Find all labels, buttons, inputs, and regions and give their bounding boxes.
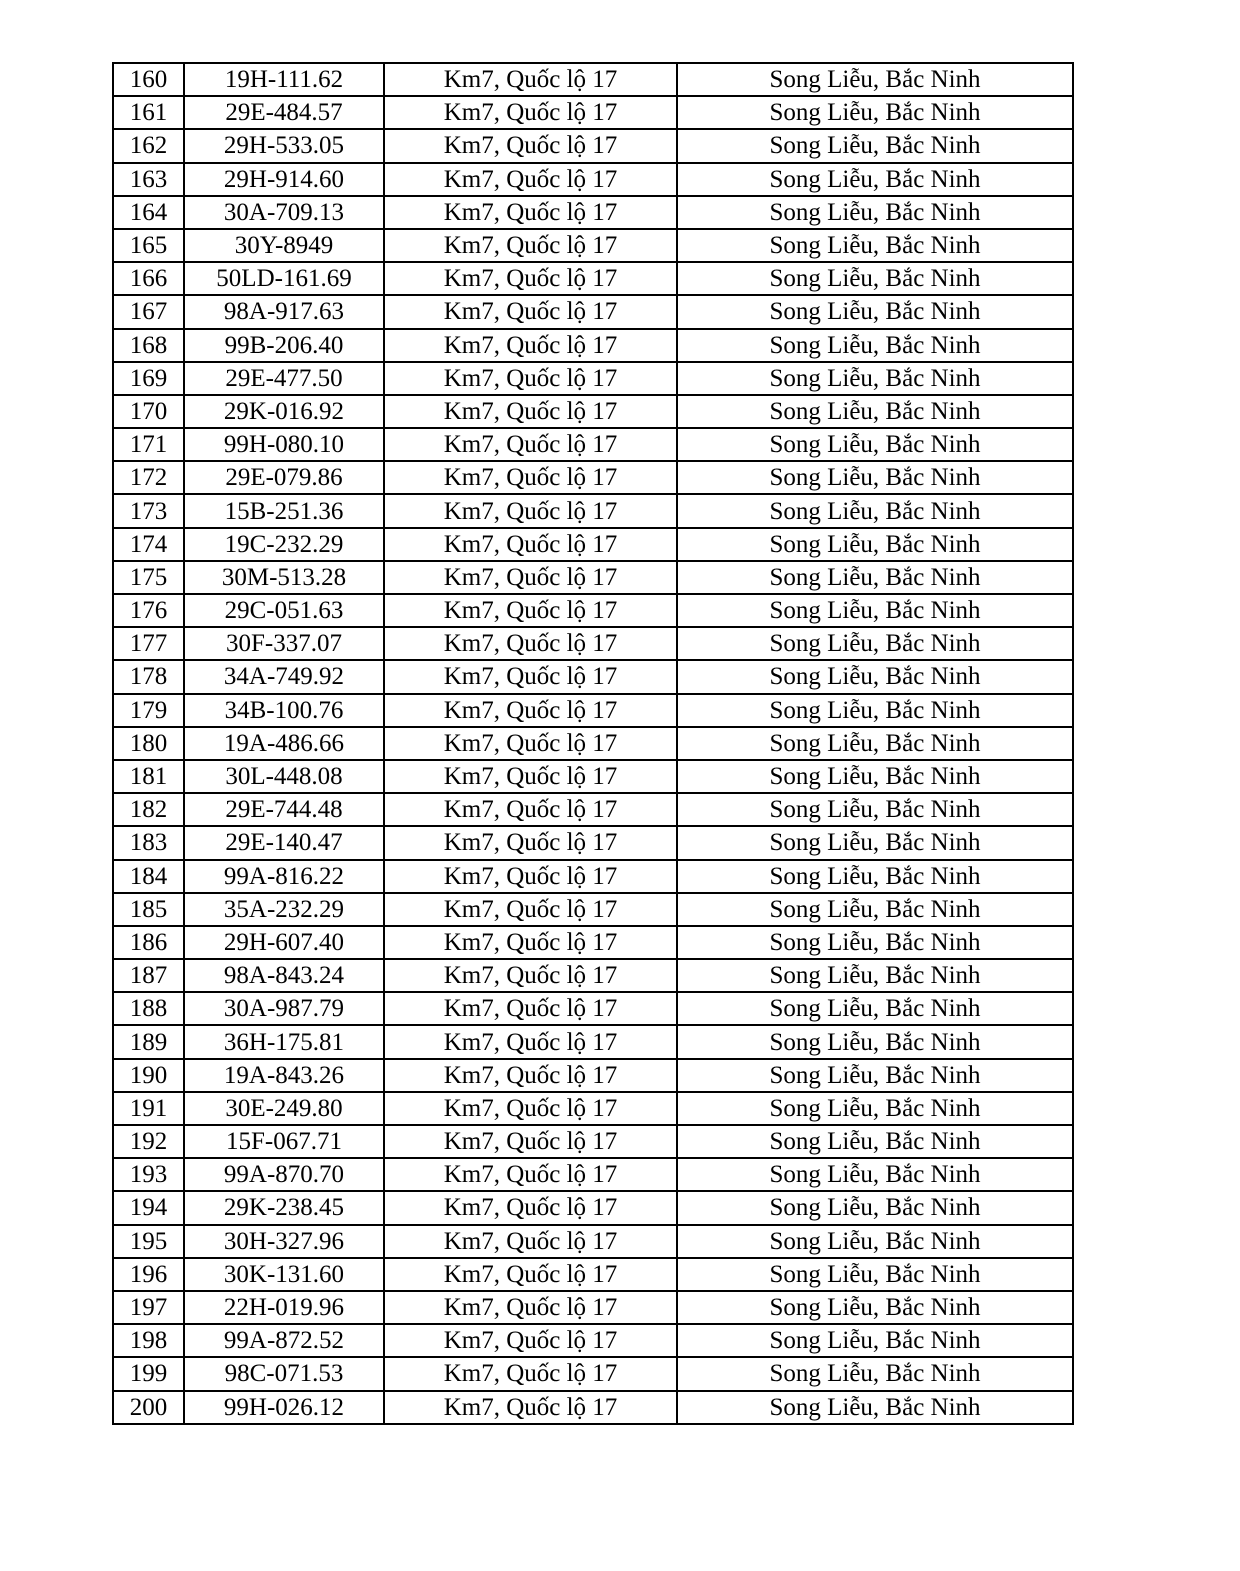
table-row [113, 196, 1073, 229]
location-cell: Km7, Quốc lộ 17 [384, 1291, 677, 1324]
unit-cell: Song Liễu, Bắc Ninh [677, 1324, 1073, 1357]
unit-cell: Song Liễu, Bắc Ninh [677, 1059, 1073, 1092]
location-cell: Km7, Quốc lộ 17 [384, 826, 677, 859]
unit-cell: Song Liễu, Bắc Ninh [677, 1125, 1073, 1158]
unit-cell: Song Liễu, Bắc Ninh [677, 1191, 1073, 1224]
location-cell: Km7, Quốc lộ 17 [384, 860, 677, 893]
unit-cell: Song Liễu, Bắc Ninh [677, 461, 1073, 494]
license-plate-cell: 30H-327.96 [184, 1225, 384, 1258]
table-row [113, 694, 1073, 727]
unit-cell: Song Liễu, Bắc Ninh [677, 229, 1073, 262]
location-cell: Km7, Quốc lộ 17 [384, 893, 677, 926]
license-plate-cell: 29H-533.05 [184, 129, 384, 162]
license-plate-cell: 29K-238.45 [184, 1191, 384, 1224]
table-row [113, 959, 1073, 992]
license-plate-cell: 50LD-161.69 [184, 262, 384, 295]
row-number-cell: 177 [113, 627, 184, 660]
location-cell: Km7, Quốc lộ 17 [384, 926, 677, 959]
row-number-cell: 185 [113, 893, 184, 926]
row-number-cell: 171 [113, 428, 184, 461]
location-cell: Km7, Quốc lộ 17 [384, 163, 677, 196]
table-row [113, 727, 1073, 760]
table-row [113, 1025, 1073, 1058]
location-cell: Km7, Quốc lộ 17 [384, 129, 677, 162]
row-number-cell: 172 [113, 461, 184, 494]
location-cell: Km7, Quốc lộ 17 [384, 1092, 677, 1125]
row-number-cell: 163 [113, 163, 184, 196]
location-cell: Km7, Quốc lộ 17 [384, 262, 677, 295]
license-plate-cell: 29E-477.50 [184, 362, 384, 395]
table-row [113, 627, 1073, 660]
unit-cell: Song Liễu, Bắc Ninh [677, 826, 1073, 859]
row-number-cell: 179 [113, 694, 184, 727]
unit-cell: Song Liễu, Bắc Ninh [677, 1025, 1073, 1058]
unit-cell: Song Liễu, Bắc Ninh [677, 428, 1073, 461]
license-plate-cell: 29E-079.86 [184, 461, 384, 494]
row-number-cell: 184 [113, 860, 184, 893]
unit-cell: Song Liễu, Bắc Ninh [677, 96, 1073, 129]
license-plate-cell: 98A-917.63 [184, 295, 384, 328]
row-number-cell: 174 [113, 528, 184, 561]
unit-cell: Song Liễu, Bắc Ninh [677, 760, 1073, 793]
license-plate-cell: 30L-448.08 [184, 760, 384, 793]
table-row [113, 1225, 1073, 1258]
unit-cell: Song Liễu, Bắc Ninh [677, 992, 1073, 1025]
license-plate-cell: 30E-249.80 [184, 1092, 384, 1125]
row-number-cell: 168 [113, 329, 184, 362]
location-cell: Km7, Quốc lộ 17 [384, 627, 677, 660]
table-row [113, 129, 1073, 162]
location-cell: Km7, Quốc lộ 17 [384, 196, 677, 229]
location-cell: Km7, Quốc lộ 17 [384, 329, 677, 362]
row-number-cell: 160 [113, 63, 184, 96]
location-cell: Km7, Quốc lộ 17 [384, 1025, 677, 1058]
row-number-cell: 187 [113, 959, 184, 992]
unit-cell: Song Liễu, Bắc Ninh [677, 926, 1073, 959]
table-row [113, 494, 1073, 527]
unit-cell: Song Liễu, Bắc Ninh [677, 362, 1073, 395]
row-number-cell: 190 [113, 1059, 184, 1092]
table-row [113, 1125, 1073, 1158]
row-number-cell: 162 [113, 129, 184, 162]
location-cell: Km7, Quốc lộ 17 [384, 1258, 677, 1291]
location-cell: Km7, Quốc lộ 17 [384, 494, 677, 527]
location-cell: Km7, Quốc lộ 17 [384, 96, 677, 129]
row-number-cell: 191 [113, 1092, 184, 1125]
table-row [113, 262, 1073, 295]
location-cell: Km7, Quốc lộ 17 [384, 395, 677, 428]
location-cell: Km7, Quốc lộ 17 [384, 461, 677, 494]
table-row [113, 229, 1073, 262]
unit-cell: Song Liễu, Bắc Ninh [677, 329, 1073, 362]
row-number-cell: 200 [113, 1391, 184, 1424]
license-plate-cell: 35A-232.29 [184, 893, 384, 926]
location-cell: Km7, Quốc lộ 17 [384, 1191, 677, 1224]
location-cell: Km7, Quốc lộ 17 [384, 528, 677, 561]
table-row [113, 461, 1073, 494]
row-number-cell: 167 [113, 295, 184, 328]
license-plate-cell: 30M-513.28 [184, 561, 384, 594]
license-plate-cell: 29K-016.92 [184, 395, 384, 428]
vehicle-list-table [112, 62, 1074, 1425]
license-plate-cell: 29H-607.40 [184, 926, 384, 959]
location-cell: Km7, Quốc lộ 17 [384, 1391, 677, 1424]
unit-cell: Song Liễu, Bắc Ninh [677, 63, 1073, 96]
table-row [113, 860, 1073, 893]
table-row [113, 760, 1073, 793]
license-plate-cell: 98A-843.24 [184, 959, 384, 992]
license-plate-cell: 99H-026.12 [184, 1391, 384, 1424]
row-number-cell: 189 [113, 1025, 184, 1058]
location-cell: Km7, Quốc lộ 17 [384, 594, 677, 627]
table-row [113, 1059, 1073, 1092]
row-number-cell: 196 [113, 1258, 184, 1291]
row-number-cell: 178 [113, 660, 184, 693]
unit-cell: Song Liễu, Bắc Ninh [677, 1158, 1073, 1191]
table-row [113, 63, 1073, 96]
row-number-cell: 183 [113, 826, 184, 859]
table-row [113, 1191, 1073, 1224]
license-plate-cell: 30F-337.07 [184, 627, 384, 660]
license-plate-cell: 29H-914.60 [184, 163, 384, 196]
license-plate-cell: 30A-709.13 [184, 196, 384, 229]
location-cell: Km7, Quốc lộ 17 [384, 428, 677, 461]
table-row [113, 793, 1073, 826]
location-cell: Km7, Quốc lộ 17 [384, 1357, 677, 1390]
unit-cell: Song Liễu, Bắc Ninh [677, 1391, 1073, 1424]
license-plate-cell: 19A-486.66 [184, 727, 384, 760]
table-row [113, 1158, 1073, 1191]
row-number-cell: 169 [113, 362, 184, 395]
unit-cell: Song Liễu, Bắc Ninh [677, 860, 1073, 893]
row-number-cell: 181 [113, 760, 184, 793]
row-number-cell: 180 [113, 727, 184, 760]
license-plate-cell: 99A-872.52 [184, 1324, 384, 1357]
license-plate-cell: 29C-051.63 [184, 594, 384, 627]
table-row [113, 1258, 1073, 1291]
unit-cell: Song Liễu, Bắc Ninh [677, 959, 1073, 992]
license-plate-cell: 36H-175.81 [184, 1025, 384, 1058]
unit-cell: Song Liễu, Bắc Ninh [677, 528, 1073, 561]
location-cell: Km7, Quốc lộ 17 [384, 561, 677, 594]
table-row [113, 1324, 1073, 1357]
unit-cell: Song Liễu, Bắc Ninh [677, 594, 1073, 627]
location-cell: Km7, Quốc lộ 17 [384, 727, 677, 760]
unit-cell: Song Liễu, Bắc Ninh [677, 196, 1073, 229]
row-number-cell: 176 [113, 594, 184, 627]
license-plate-cell: 15B-251.36 [184, 494, 384, 527]
unit-cell: Song Liễu, Bắc Ninh [677, 163, 1073, 196]
location-cell: Km7, Quốc lộ 17 [384, 229, 677, 262]
license-plate-cell: 19A-843.26 [184, 1059, 384, 1092]
unit-cell: Song Liễu, Bắc Ninh [677, 727, 1073, 760]
location-cell: Km7, Quốc lộ 17 [384, 1158, 677, 1191]
unit-cell: Song Liễu, Bắc Ninh [677, 1225, 1073, 1258]
row-number-cell: 186 [113, 926, 184, 959]
location-cell: Km7, Quốc lộ 17 [384, 660, 677, 693]
location-cell: Km7, Quốc lộ 17 [384, 760, 677, 793]
row-number-cell: 192 [113, 1125, 184, 1158]
row-number-cell: 161 [113, 96, 184, 129]
row-number-cell: 199 [113, 1357, 184, 1390]
license-plate-cell: 30K-131.60 [184, 1258, 384, 1291]
license-plate-cell: 29E-140.47 [184, 826, 384, 859]
table-row [113, 1357, 1073, 1390]
location-cell: Km7, Quốc lộ 17 [384, 63, 677, 96]
unit-cell: Song Liễu, Bắc Ninh [677, 1258, 1073, 1291]
license-plate-cell: 19C-232.29 [184, 528, 384, 561]
table-row [113, 561, 1073, 594]
unit-cell: Song Liễu, Bắc Ninh [677, 1092, 1073, 1125]
license-plate-cell: 30Y-8949 [184, 229, 384, 262]
location-cell: Km7, Quốc lộ 17 [384, 362, 677, 395]
location-cell: Km7, Quốc lộ 17 [384, 1059, 677, 1092]
row-number-cell: 188 [113, 992, 184, 1025]
table-row [113, 926, 1073, 959]
table-row [113, 1291, 1073, 1324]
table-row [113, 826, 1073, 859]
unit-cell: Song Liễu, Bắc Ninh [677, 1291, 1073, 1324]
row-number-cell: 173 [113, 494, 184, 527]
row-number-cell: 175 [113, 561, 184, 594]
unit-cell: Song Liễu, Bắc Ninh [677, 129, 1073, 162]
location-cell: Km7, Quốc lộ 17 [384, 992, 677, 1025]
license-plate-cell: 34B-100.76 [184, 694, 384, 727]
row-number-cell: 164 [113, 196, 184, 229]
unit-cell: Song Liễu, Bắc Ninh [677, 893, 1073, 926]
row-number-cell: 198 [113, 1324, 184, 1357]
license-plate-cell: 29E-484.57 [184, 96, 384, 129]
table-row [113, 528, 1073, 561]
unit-cell: Song Liễu, Bắc Ninh [677, 262, 1073, 295]
table-row [113, 295, 1073, 328]
license-plate-cell: 99A-816.22 [184, 860, 384, 893]
location-cell: Km7, Quốc lộ 17 [384, 1225, 677, 1258]
location-cell: Km7, Quốc lộ 17 [384, 694, 677, 727]
license-plate-cell: 99A-870.70 [184, 1158, 384, 1191]
table-row [113, 660, 1073, 693]
unit-cell: Song Liễu, Bắc Ninh [677, 494, 1073, 527]
table-row [113, 1391, 1073, 1424]
table-row [113, 428, 1073, 461]
license-plate-cell: 34A-749.92 [184, 660, 384, 693]
unit-cell: Song Liễu, Bắc Ninh [677, 627, 1073, 660]
license-plate-cell: 99B-206.40 [184, 329, 384, 362]
row-number-cell: 195 [113, 1225, 184, 1258]
unit-cell: Song Liễu, Bắc Ninh [677, 1357, 1073, 1390]
table-row [113, 96, 1073, 129]
table-row [113, 362, 1073, 395]
row-number-cell: 165 [113, 229, 184, 262]
unit-cell: Song Liễu, Bắc Ninh [677, 295, 1073, 328]
license-plate-cell: 15F-067.71 [184, 1125, 384, 1158]
location-cell: Km7, Quốc lộ 17 [384, 793, 677, 826]
row-number-cell: 182 [113, 793, 184, 826]
row-number-cell: 194 [113, 1191, 184, 1224]
table-row [113, 893, 1073, 926]
row-number-cell: 197 [113, 1291, 184, 1324]
location-cell: Km7, Quốc lộ 17 [384, 959, 677, 992]
table-row [113, 163, 1073, 196]
location-cell: Km7, Quốc lộ 17 [384, 1324, 677, 1357]
license-plate-cell: 19H-111.62 [184, 63, 384, 96]
unit-cell: Song Liễu, Bắc Ninh [677, 694, 1073, 727]
row-number-cell: 193 [113, 1158, 184, 1191]
unit-cell: Song Liễu, Bắc Ninh [677, 793, 1073, 826]
unit-cell: Song Liễu, Bắc Ninh [677, 395, 1073, 428]
table-row [113, 329, 1073, 362]
unit-cell: Song Liễu, Bắc Ninh [677, 660, 1073, 693]
table-row [113, 1092, 1073, 1125]
license-plate-cell: 29E-744.48 [184, 793, 384, 826]
row-number-cell: 166 [113, 262, 184, 295]
row-number-cell: 170 [113, 395, 184, 428]
table-body [113, 63, 1073, 1424]
license-plate-cell: 99H-080.10 [184, 428, 384, 461]
location-cell: Km7, Quốc lộ 17 [384, 295, 677, 328]
table-row [113, 992, 1073, 1025]
table-row [113, 395, 1073, 428]
license-plate-cell: 98C-071.53 [184, 1357, 384, 1390]
unit-cell: Song Liễu, Bắc Ninh [677, 561, 1073, 594]
table-row [113, 594, 1073, 627]
location-cell: Km7, Quốc lộ 17 [384, 1125, 677, 1158]
license-plate-cell: 30A-987.79 [184, 992, 384, 1025]
license-plate-cell: 22H-019.96 [184, 1291, 384, 1324]
